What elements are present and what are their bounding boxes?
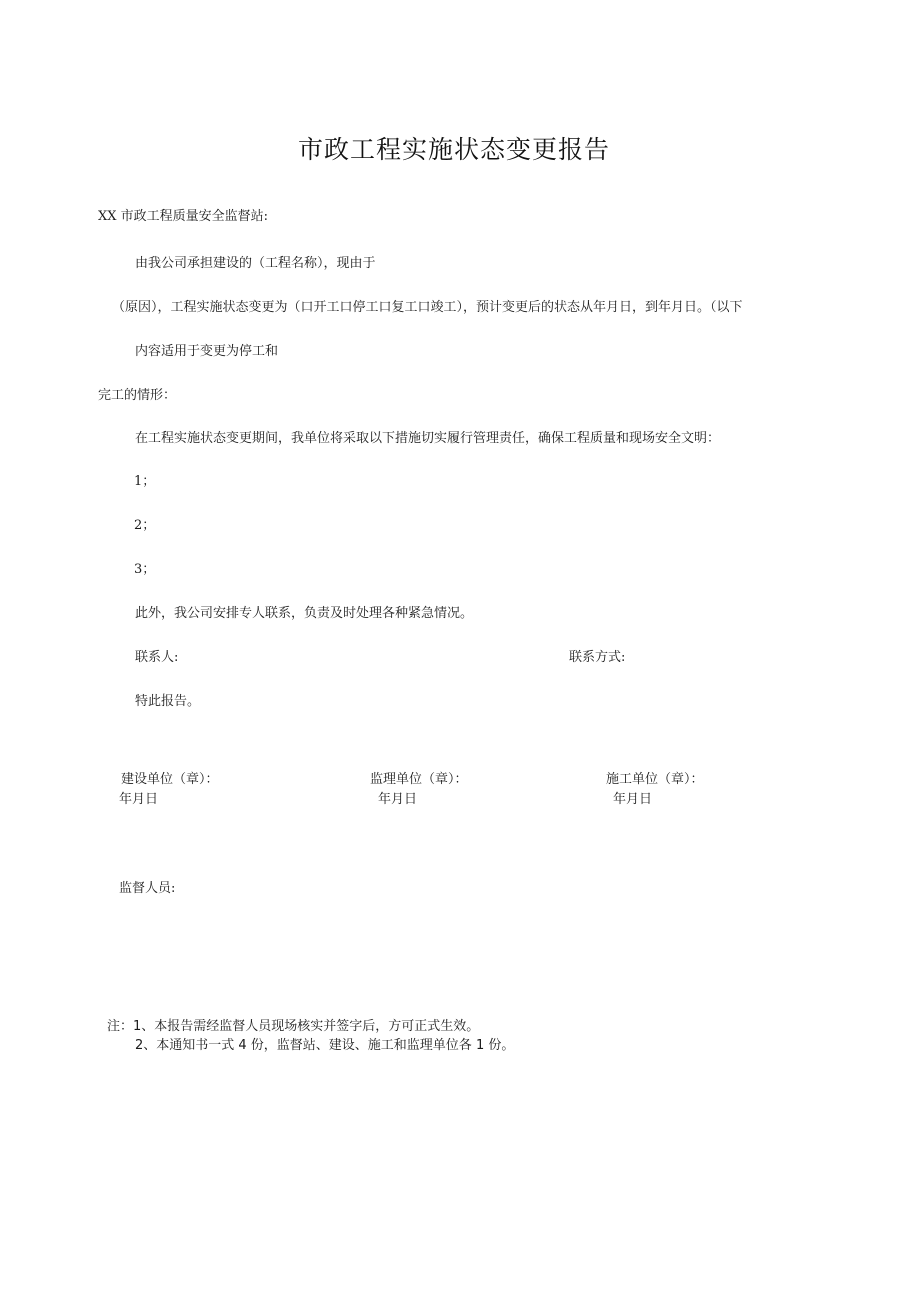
contact-person-label: 联系人: — [135, 650, 179, 665]
construction-unit-date: 年月日 — [119, 792, 159, 807]
contact-method-label: 联系方式: — [569, 650, 626, 665]
paragraph-status-change: （原因），工程实施状态变更为（口开工口停工口复工口竣工），预计变更后的状态从年月日，到年月日。（以下 — [112, 300, 743, 315]
note-2: 2、本通知书一式 4 份，监督站、建设、施工和监理单位各 1 份。 — [135, 1038, 515, 1053]
construction-unit-seal: 建设单位（章）： — [121, 772, 219, 787]
paragraph-project: 由我公司承担建设的（工程名称），现由于 — [135, 256, 376, 271]
paragraph-contact-arrangement: 此外，我公司安排专人联系，负责及时处理各种紧急情况。 — [135, 606, 474, 621]
supervision-unit-seal: 监理单位（章）： — [370, 772, 468, 787]
builder-unit-seal: 施工单位（章）： — [606, 772, 704, 787]
measure-item-3: 3； — [134, 562, 156, 577]
paragraph-completion: 完工的情形： — [98, 388, 177, 403]
supervisor-label: 监督人员: — [119, 881, 176, 896]
note-1: 注：1、本报告需经监督人员现场核实并签字后，方可正式生效。 — [107, 1019, 480, 1034]
page-title: 市政工程实施状态变更报告 — [297, 135, 610, 164]
supervision-unit-date: 年月日 — [378, 792, 418, 807]
builder-unit-date: 年月日 — [613, 792, 653, 807]
closing-text: 特此报告。 — [135, 694, 201, 709]
measure-item-1: 1； — [134, 474, 156, 489]
paragraph-applicability: 内容适用于变更为停工和 — [135, 344, 279, 359]
measure-item-2: 2； — [134, 518, 156, 533]
addressee: XX 市政工程质量安全监督站: — [98, 209, 269, 224]
paragraph-measures: 在工程实施状态变更期间，我单位将采取以下措施切实履行管理责任，确保工程质量和现场安全文明： — [135, 431, 721, 446]
